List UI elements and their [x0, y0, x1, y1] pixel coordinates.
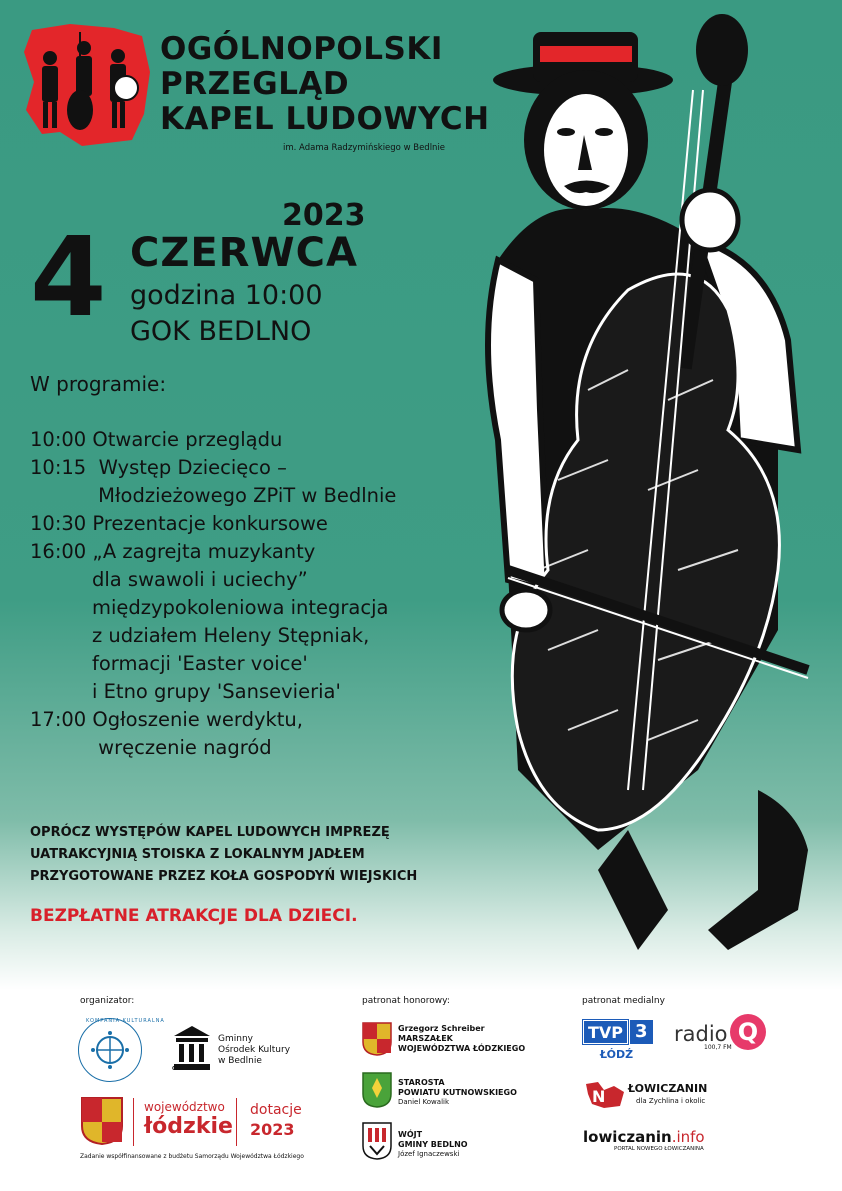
event-day: 4 [30, 213, 107, 341]
event-venue: GOK BEDLNO [130, 316, 312, 347]
event-year: 2023 [282, 198, 366, 233]
event-time: godzina 10:00 [130, 280, 323, 311]
patron-name: Daniel Kowalik [398, 1098, 450, 1106]
patron-role: STAROSTA [398, 1078, 445, 1087]
program-item: 10:00 Otwarcie przeglądu [30, 428, 283, 451]
title-line-1: OGÓLNOPOLSKI [160, 31, 443, 67]
cellist-illustration [478, 10, 840, 970]
gok-name-line: Ośrodek Kultury [218, 1045, 291, 1055]
dotacje-year: 2023 [250, 1120, 295, 1139]
site-name: lowiczanin [583, 1128, 672, 1146]
region-word2: łódzkie [144, 1114, 233, 1139]
tvp-text: TVP [583, 1020, 628, 1044]
patron-role: WOJEWÓDZTWA ŁÓDZKIEGO [398, 1044, 526, 1053]
divider [133, 1098, 134, 1146]
cofinance-note: Zadanie współfinansowane z budżetu Samorządu Województwa Łódzkiego [80, 1153, 304, 1160]
patron-name: Grzegorz Schreiber [398, 1024, 485, 1033]
program-item: z udziałem Heleny Stępniak, [30, 624, 370, 647]
region-word1: województwo [144, 1100, 225, 1114]
lowiczanin-title: ŁOWICZANIN [628, 1082, 708, 1095]
festival-logo [22, 22, 152, 147]
title-line-2: PRZEGLĄD [160, 66, 350, 102]
divider [236, 1098, 237, 1146]
honorary-patronage-label: patronat honorowy: [362, 996, 450, 1006]
gok-name-line: w Bedlnie [218, 1056, 262, 1066]
program-item: 17:00 Ogłoszenie werdyktu, [30, 708, 303, 731]
title-subtitle: im. Adama Radzymińskiego w Bedlnie [283, 143, 446, 153]
program-item: i Etno grupy 'Sansevieria' [30, 680, 341, 703]
patron-wojt [398, 1130, 468, 1159]
program-item: dla swawoli i uciechy” [30, 568, 308, 591]
lowiczanin-subtitle: dla Zychlina i okolic [636, 1097, 706, 1105]
patron-role: POWIATU KUTNOWSKIEGO [398, 1088, 517, 1097]
dotacje-label: dotacje [250, 1102, 302, 1118]
title-line-3: KAPEL LUDOWYCH [160, 101, 490, 137]
patron-starosta [398, 1078, 517, 1107]
patron-role: MARSZAŁEK [398, 1034, 453, 1043]
kompania-kulturalna-text: KOMPANIA KULTURALNA [86, 1018, 165, 1024]
extra-attractions-note: OPRÓCZ WYSTĘPÓW KAPEL LUDOWYCH IMPREZĘ UATRAKCYJNIĄ STOISKA Z LOKALNYM JADŁEM PRZYGOTOWANE PRZEZ KOŁA GOSPODYŃ WIEJSKICH [30, 825, 418, 884]
program-item: międzypokoleniowa integracja [30, 596, 389, 619]
tvp-city: ŁÓDŹ [600, 1048, 634, 1061]
event-month: CZERWCA [130, 230, 358, 276]
patron-marszalek [398, 1024, 525, 1054]
program-heading: W programie: [30, 372, 167, 396]
tvp3-logo [583, 1020, 653, 1044]
program-item: Młodzieżowego ZPiT w Bedlnie [30, 484, 397, 507]
site-tld: .info [671, 1128, 705, 1146]
lowiczanin-site [583, 1128, 705, 1146]
gok-logo-text: GOK BEDLNO [172, 1066, 209, 1072]
program-list [30, 426, 396, 762]
program-item: formacji 'Easter voice' [30, 652, 308, 675]
kompania-kulturalna-logo [78, 1018, 142, 1082]
program-item: 10:30 Prezentacje konkursowe [30, 512, 328, 535]
patron-name: Józef Ignaczewski [398, 1150, 460, 1158]
bedlno-coat-of-arms-icon [362, 1122, 392, 1160]
radio-text: radio [674, 1022, 728, 1046]
tvp-number: 3 [630, 1020, 653, 1044]
media-patronage-label: patronat medialny [582, 996, 665, 1006]
program-item: 16:00 „A zagrejta muzykanty [30, 540, 316, 563]
gok-name-line: Gminny [218, 1034, 253, 1044]
lowiczanin-portal: PORTAL NOWEGO ŁOWICZANINA [614, 1146, 704, 1152]
patron-role: GMINY BEDLNO [398, 1140, 468, 1149]
kutno-county-coat-of-arms-icon [362, 1072, 392, 1108]
kids-attractions-note: BEZPŁATNE ATRAKCJE DLA DZIECI. [30, 906, 358, 926]
svg-text:N: N [592, 1087, 606, 1106]
program-item: 10:15 Występ Dziecięco – [30, 456, 287, 479]
organizer-label: organizator: [80, 996, 135, 1006]
lowiczanin-map-icon [584, 1080, 626, 1110]
lodzkie-coat-of-arms-icon [80, 1096, 124, 1146]
lodzkie-coat-of-arms-icon [362, 1022, 392, 1056]
radio-frequency: 100,7 FM [704, 1044, 732, 1051]
patron-role: WÓJT [398, 1130, 423, 1139]
program-item: wręczenie nagród [30, 736, 272, 759]
gok-building-icon [170, 1022, 214, 1072]
globe-icon [79, 1019, 141, 1081]
gok-name [218, 1034, 290, 1067]
radio-q-logo: Q [730, 1014, 766, 1050]
